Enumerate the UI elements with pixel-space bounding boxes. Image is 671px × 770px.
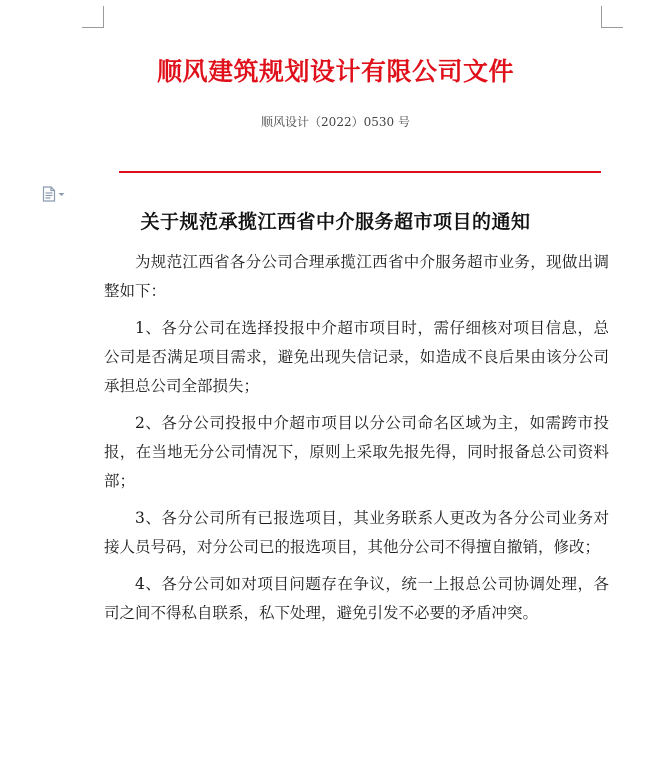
- organization-title: 顺风建筑规划设计有限公司文件: [156, 57, 514, 86]
- body-paragraph-item-4: 4、各分公司如对项目问题存在争议，统一上报总公司协调处理，各司之间不得私自联系，私下处理，避免引发不必要的矛盾冲突。: [104, 575, 609, 622]
- paragraph-format-icon: [42, 186, 56, 202]
- crop-mark-top-left-horizontal: [82, 27, 104, 28]
- body-paragraph-item-3: 3、各分公司所有已报选项目，其业务联系人更改为各分公司业务对接人员号码，对分公司已的报选项目，其他分公司不得擅自撤销，修改；: [104, 509, 609, 556]
- chevron-down-icon: [58, 192, 65, 197]
- red-divider-line: [119, 171, 601, 173]
- body-paragraph-item-1: 1、各分公司在选择投报中介超市项目时，需仔细核对项目信息，总公司是否满足项目需求，避免出现失信记录，如造成不良后果由该分公司承担总公司全部损失；: [104, 319, 609, 395]
- body-paragraph-intro: 为规范江西省各分公司合理承揽江西省中介服务超市业务，现做出调整如下：: [104, 253, 609, 300]
- crop-mark-top-right-horizontal: [601, 27, 623, 28]
- notice-body: [104, 248, 609, 636]
- body-paragraph-item-2: 2、各分公司投报中介超市项目以分公司命名区域为主，如需跨市投报，在当地无分公司情况下，原则上采取先报先得，同时报备总公司资料部；: [104, 414, 609, 490]
- crop-mark-top-left-vertical: [103, 6, 104, 28]
- paragraph-format-button[interactable]: [42, 186, 68, 202]
- document-number: 顺风设计（2022）0530 号: [261, 115, 410, 129]
- crop-mark-top-right-vertical: [601, 6, 602, 28]
- notice-title: 关于规范承揽江西省中介服务超市项目的通知: [140, 211, 531, 233]
